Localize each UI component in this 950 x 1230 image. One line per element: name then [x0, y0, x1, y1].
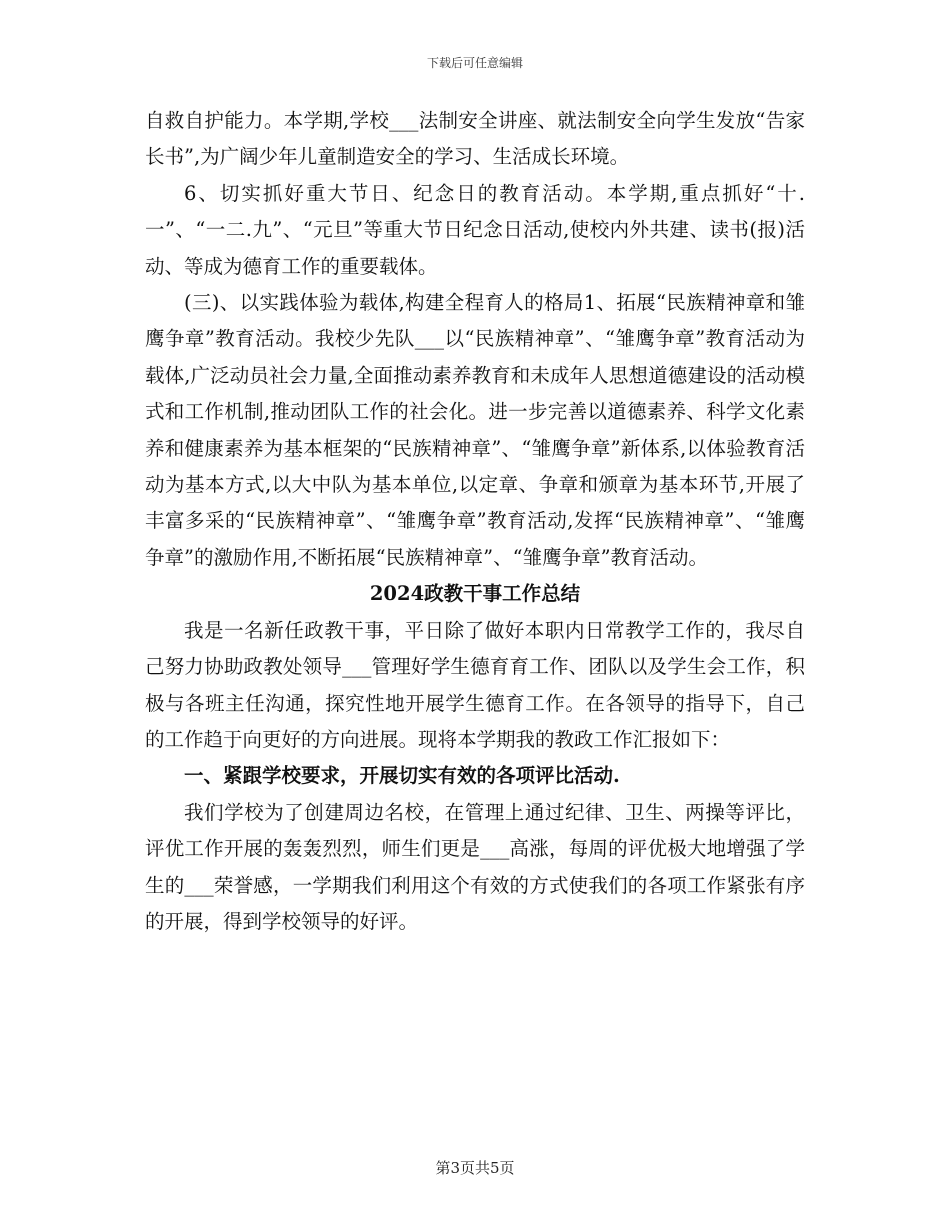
document-body [145, 103, 805, 940]
section-heading-1: 一、紧跟学校要求，开展切实有效的各项评比活动. [184, 764, 620, 788]
paragraph-1: 自救自护能力。本学期,学校___法制安全讲座、就法制安全向学生发放“告家长书”,为广阔少年儿童制造安全的学习、生活成长环境。 [145, 109, 805, 169]
paragraph-4: 我是一名新任政教干事，平日除了做好本职内日常教学工作的，我尽自己努力协助政教处领导___管理好学生德育育工作、团队以及学生会工作，积极与各班主任沟通，探究性地开展学生德育工作。在各领导的指导下，自己的工作趋于向更好的方向进展。现将本学期我的教政工作汇报如下： [145, 618, 805, 751]
section-title: 2024政教干事工作总结 [369, 582, 581, 606]
paragraph-3: (三)、以实践体验为载体,构建全程育人的格局1、拓展“民族精神章和雏鹰争章”教育活动。我校少先队___以“民族精神章”、“雏鹰争章”教育活动为载体,广泛动员社会力量,全面推动素养教育和未成年人思想道德建设的活动模式和工作机制,推动团队工作的社会化。进一步完善以道德素养、科学文化素养和健康素养为基本框架的“民族精神章”、“雏鹰争章”新体系,以体验教育活动为基本方式,以大中队为基本单位,以定章、争章和颁章为基本环节,开展了丰富多采的“民族精神章”、“雏鹰争章”教育活动,发挥“民族精神章”、“雏鹰争章”的激励作用,不断拓展“民族精神章”、“雏鹰争章”教育活动。 [145, 291, 805, 569]
paragraph-2: 6、切实抓好重大节日、纪念日的教育活动。本学期,重点抓好“十.一”、“一二.九”、“元旦”等重大节日纪念日活动,使校内外共建、读书(报)活动、等成为德育工作的重要载体。 [145, 181, 805, 278]
header-note: 下载后可任意编辑 [426, 56, 523, 70]
page-number: 第3页共5页 [435, 1159, 515, 1177]
paragraph-5: 我们学校为了创建周边名校，在管理上通过纪律、卫生、两操等评比，评优工作开展的轰轰烈烈，师生们更是___高涨，每周的评优极大地增强了学生的___荣誉感，一学期我们利用这个有效的方式使我们的各项工作紧张有序的开展，得到学校领导的好评。 [145, 800, 805, 933]
